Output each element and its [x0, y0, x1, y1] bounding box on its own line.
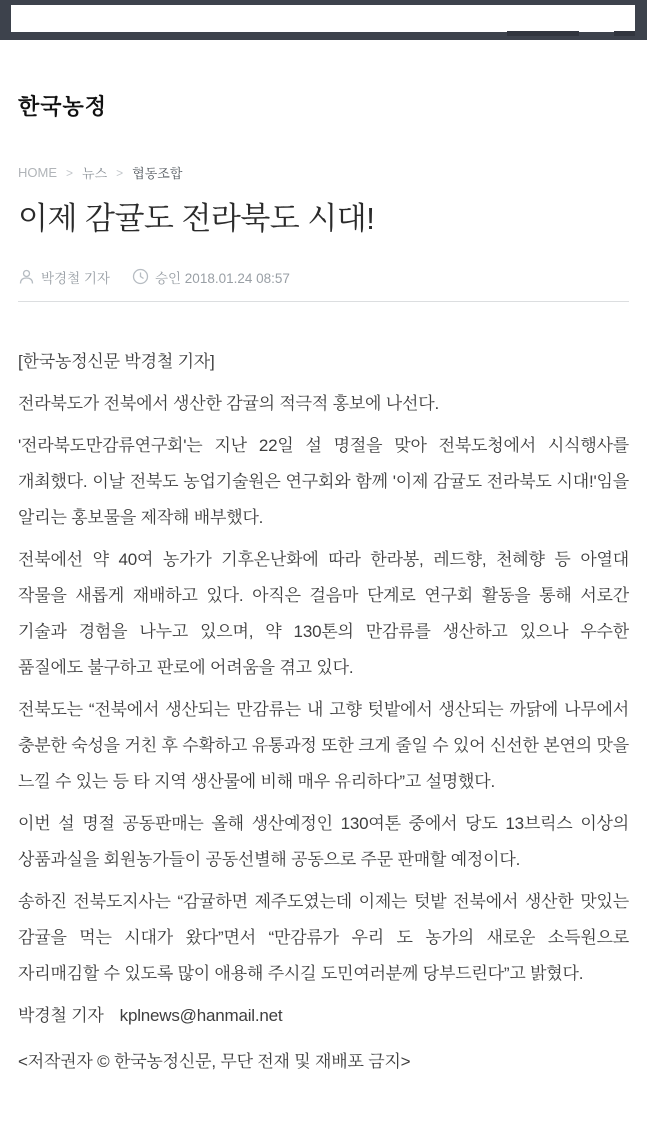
clock-icon [132, 268, 149, 285]
site-header [0, 40, 647, 121]
chevron-right-icon: > [116, 165, 124, 180]
paragraph: 전라북도가 전북에서 생산한 감귤의 적극적 홍보에 나선다. [18, 393, 439, 413]
paragraph: 송하진 전북도지사는 “감귤하면 제주도였는데 이제는 텃밭 전북에서 생산한 맛있는 감귤을 먹는 시대가 왔다”면서 “만감류가 우리 도 농가의 새로운 소득원으로 자리매김할 수 있도록 많이 애용해 주시길 도민여러분께 당부드린다”고 밝혔다. [18, 891, 629, 983]
byline [18, 267, 629, 287]
chevron-right-icon: > [66, 165, 74, 180]
byline-author [18, 267, 110, 287]
byline-author-label: 박경철 기자 [41, 270, 110, 286]
article-title: 이제 감귤도 전라북도 시대! [18, 201, 375, 236]
article-body [0, 302, 647, 1080]
breadcrumb-news[interactable]: 뉴스 [82, 166, 108, 181]
topbar-notch [507, 31, 579, 36]
byline-published [132, 267, 290, 287]
article-head [0, 182, 647, 287]
site-logo[interactable]: 한국농정 [18, 94, 108, 119]
paragraph: '전라북도만감류연구회'는 지난 22일 설 명절을 맞아 전북도청에서 시식행사를 개최했다. 이날 전북도 농업기술원은 연구회와 함께 '이제 감귤도 전라북도 시대!'임을 알리는 홍보물을 제작해 배부했다. [18, 435, 629, 527]
top-browser-bar [0, 0, 647, 40]
breadcrumb-category[interactable]: 협동조합 [132, 166, 183, 181]
paragraph: 이번 설 명절 공동판매는 올해 생산예정인 130여톤 중에서 당도 13브릭스 이상의 상품과실을 회원농가들이 공동선별해 공동으로 주문 판매할 예정이다. [18, 813, 629, 869]
topbar-notch [614, 31, 635, 36]
reporter-name: 박경철 기자 [18, 1005, 104, 1025]
copyright-notice: <저작권자 © 한국농정신문, 무단 전재 및 재배포 금지> [18, 1051, 411, 1071]
person-icon [18, 268, 35, 285]
address-bar[interactable] [11, 5, 635, 32]
reporter-email-link[interactable]: kplnews@hanmail.net [119, 1005, 283, 1025]
paragraph: 전북에선 약 40여 농가가 기후온난화에 따라 한라봉, 레드향, 천혜향 등 아열대 작물을 새롭게 재배하고 있다. 아직은 걸음마 단계로 연구회 활동을 통해 서로간 기술과 경험을 나누고 있으며, 약 130톤의 만감류를 생산하고 있으나 우수한 품질에도 불구하고 판로에 어려움을 겪고 있다. [18, 549, 629, 677]
reporter-signature [18, 998, 629, 1034]
byline-published-label: 승인 2018.01.24 08:57 [154, 270, 290, 286]
paragraph: 전북도는 “전북에서 생산되는 만감류는 내 고향 텃밭에서 생산되는 까닭에 나무에서 충분한 숙성을 거친 후 수확하고 유통과정 또한 크게 줄일 수 있어 신선한 본연의 맛을 느낄 수 있는 등 타 지역 생산물에 비해 매우 유리하다”고 설명했다. [18, 699, 629, 791]
paragraph: [한국농정신문 박경철 기자] [18, 351, 215, 371]
breadcrumb [0, 121, 647, 182]
breadcrumb-home[interactable]: HOME [18, 165, 57, 180]
